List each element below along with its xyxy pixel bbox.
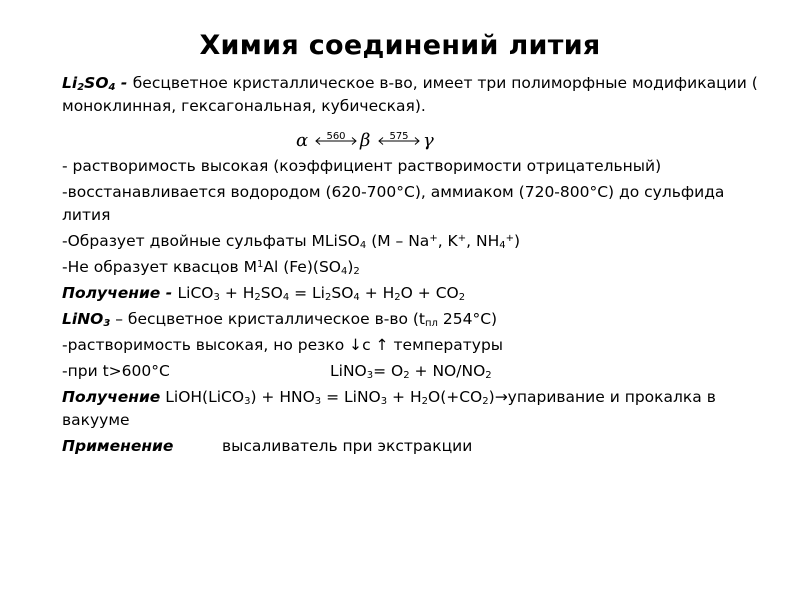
li2so4-description: бесцветное кристаллическое в-во, имеет три полиморфные модификации ( моноклинная, гексагональная, кубическая). [62,74,758,115]
gamma-symbol: γ [423,130,434,151]
lino3-decomposition-line: -при t>600°C LiNO$_3$= $O_2 + NO/NO_2$ [62,362,492,381]
li2so4-paragraph [62,72,777,118]
decomposition-condition: -при t>600°C [62,362,170,380]
preparation-li2so4: Получение - LiCO$_3$ + $H_2SO_4 = Li_2SO_4 + H_2O + CO_2$ [62,284,466,303]
slide-content [62,72,777,461]
double-arrow-icon [314,136,358,146]
usage-label: Применение [62,437,174,455]
usage-line [62,435,777,458]
transition-arrow-2 [377,127,421,149]
preparation-label: Получение [62,388,161,406]
polymorph-transitions [62,121,777,155]
transition-temp-2: 575 [389,131,409,142]
preparation-lino3: Получение LiOH(LiCO$_3$) + $HNO_3$ = LiNO$_3$ + $H_2O(+CO_2)\to упаривание$ и прокалка в вакууме [62,388,716,429]
alum-line: -Не образует квасцов $M^1Al$ $(Fe)(SO_4)_2$ [62,258,360,277]
transition-temp-1: 560 [326,131,346,142]
solubility-line: - растворимость высокая (коэффициент растворимости отрицательный) [62,157,662,175]
preparation-label: Получение - [62,284,178,302]
reduction-line: -восстанавливается водородом (620-700°С), аммиаком (720-800°С) до сульфида лития [62,183,725,224]
slide-title: Химия соединений лития [199,30,601,61]
lino3-paragraph: LiNO$_3$ – бесцветное кристаллическое в-во ($t_{пл}$ 254°С) [62,310,498,329]
li2so4-formula: $Li_2SO_4$ - [62,74,133,93]
usage-text: высаливатель при экстракции [222,437,473,455]
lino3-solubility-line: -растворимость высокая, но резко ↓с ↑ температуры [62,336,504,354]
alpha-symbol: α [296,130,309,151]
double-arrow-icon [377,136,421,146]
lino3-formula: LiNO$_3$ [62,310,111,329]
transition-arrow-1 [314,127,358,149]
beta-symbol: β [360,130,371,151]
double-sulfates-line: -Образует двойные сульфаты MLiSO$_4$ (M – Na+, K+, $NH_4^+$) [62,232,521,251]
